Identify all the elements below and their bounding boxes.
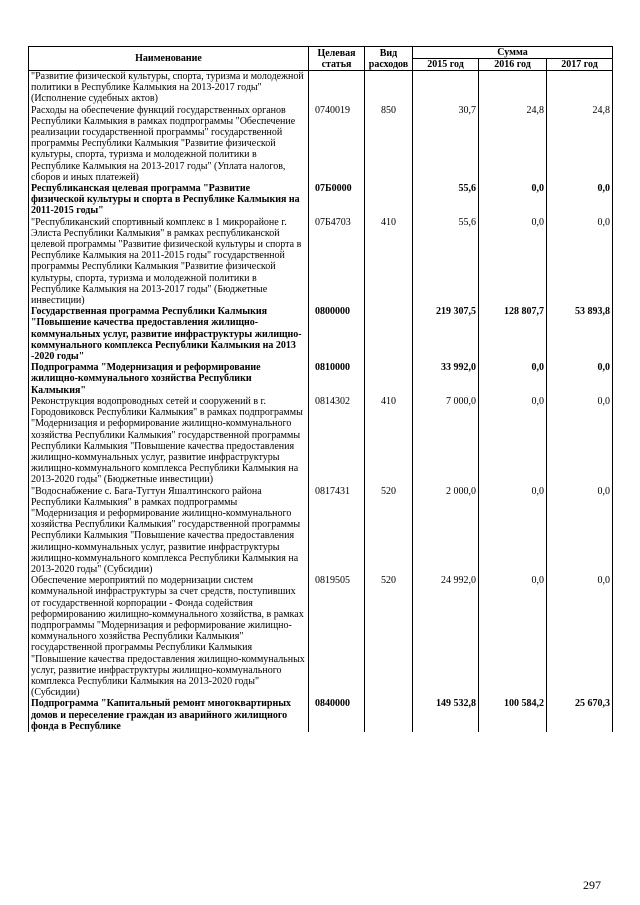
header-target-article: Целевая статья [309, 47, 365, 71]
row-sum-2015: 55,6 [413, 183, 479, 217]
table-row [29, 183, 613, 217]
table-row [29, 698, 613, 732]
header-expense-type: Вид расходов [365, 47, 413, 71]
header-sum: Сумма [413, 47, 613, 59]
header-name: Наименование [29, 47, 309, 71]
row-sum-2016: 0,0 [479, 183, 547, 217]
row-target-article: 0817431 [309, 486, 365, 576]
row-expense-type [365, 71, 413, 105]
row-sum-2016 [479, 71, 547, 105]
row-name: Обеспечение мероприятий по модернизации систем коммунальной инфраструктуры за счет средств, поступивших от государственной корпорации - Фонда содействия реформированию жилищно-коммунального хозяйства, в рамках подпрограммы "Модернизация и реформирование жилищно-коммунального хозяйства Республики Калмыкия" государственной программы Республики Калмыкия "Повышение качества предоставления жилищно-коммунальных услуг, развитие инфраструктуры жилищно-коммунального комплекса Республики Калмыкия на 2013-2020 годы" (Субсидии) [29, 575, 309, 698]
row-expense-type: 520 [365, 486, 413, 576]
row-expense-type: 410 [365, 396, 413, 486]
table-row [29, 105, 613, 183]
table-row [29, 575, 613, 698]
budget-table-container [28, 46, 612, 732]
row-name: Подпрограмма "Модернизация и реформирование жилищно-коммунального хозяйства Республики Калмыкия" [29, 362, 309, 396]
row-sum-2016: 100 584,2 [479, 698, 547, 732]
table-row [29, 306, 613, 362]
row-sum-2016: 0,0 [479, 362, 547, 396]
row-sum-2017: 25 670,3 [547, 698, 613, 732]
table-row [29, 217, 613, 307]
row-sum-2017 [547, 71, 613, 105]
row-sum-2016: 0,0 [479, 575, 547, 698]
row-sum-2017: 0,0 [547, 396, 613, 486]
table-row [29, 486, 613, 576]
row-name: "Развитие физической культуры, спорта, туризма и молодежной политики в Республике Калмыкия на 2013-2017 годы" (Исполнение судебных актов) [29, 71, 309, 105]
row-sum-2017: 0,0 [547, 575, 613, 698]
row-sum-2016: 0,0 [479, 217, 547, 307]
row-target-article: 0840000 [309, 698, 365, 732]
row-sum-2016: 0,0 [479, 486, 547, 576]
table-row [29, 396, 613, 486]
row-sum-2015: 24 992,0 [413, 575, 479, 698]
table-body [29, 71, 613, 732]
row-expense-type [365, 183, 413, 217]
row-sum-2015: 7 000,0 [413, 396, 479, 486]
row-name: Государственная программа Республики Калмыкия "Повышение качества предоставления жилищно-коммунальных услуг, развитие инфраструктуры жилищно-коммунального комплекса Республики Калмыкия на 2013 -2020 годы" [29, 306, 309, 362]
row-expense-type [365, 306, 413, 362]
header-year-2016: 2016 год [479, 59, 547, 71]
row-sum-2015: 55,6 [413, 217, 479, 307]
page-number: 297 [583, 878, 601, 892]
row-sum-2016: 24,8 [479, 105, 547, 183]
row-sum-2015: 30,7 [413, 105, 479, 183]
row-name: Расходы на обеспечение функций государственных органов Республики Калмыкия в рамках подпрограммы "Обеспечение реализации государственной программы" государственной программы Республики Калмыкия "Развитие физической культуры, спорта, туризма и молодежной политики в Республике Калмыкия на 2013-2017 годы" (Уплата налогов, сборов и иных платежей) [29, 105, 309, 183]
row-name: Реконструкция водопроводных сетей и сооружений в г. Городовиковск Республики Калмыкия" в рамках подпрограммы "Модернизация и реформирование жилищно-коммунального хозяйства Республики Калмыкия" государственной программы Республики Калмыкия "Повышение качества предоставления жилищно-коммунальных услуг, развитие инфраструктуры жилищно-коммунального комплекса Республики Калмыкия на 2013-2020 годы" (Бюджетные инвестиции) [29, 396, 309, 486]
row-target-article: 07Б4703 [309, 217, 365, 307]
row-sum-2016: 0,0 [479, 396, 547, 486]
table-header [29, 47, 613, 71]
header-year-2015: 2015 год [413, 59, 479, 71]
row-expense-type [365, 362, 413, 396]
row-sum-2015: 33 992,0 [413, 362, 479, 396]
row-sum-2015 [413, 71, 479, 105]
row-sum-2017: 53 893,8 [547, 306, 613, 362]
row-expense-type: 410 [365, 217, 413, 307]
row-sum-2017: 24,8 [547, 105, 613, 183]
row-target-article: 0800000 [309, 306, 365, 362]
row-name: Подпрограмма "Капитальный ремонт многоквартирных домов и переселение граждан из аварийного жилищного фонда в Республике [29, 698, 309, 732]
row-expense-type [365, 698, 413, 732]
row-target-article: 0814302 [309, 396, 365, 486]
row-sum-2015: 219 307,5 [413, 306, 479, 362]
row-sum-2016: 128 807,7 [479, 306, 547, 362]
row-target-article [309, 71, 365, 105]
row-name: "Водоснабжение с. Бага-Тугтун Яшалтинского района Республики Калмыкия" в рамках подпрограммы "Модернизация и реформирование жилищно-коммунального хозяйства Республики Калмыкия" государственной программы Республики Калмыкия "Повышение качества предоставления жилищно-коммунальных услуг, развитие инфраструктуры жилищно-коммунального комплекса Республики Калмыкия на 2013-2020 годы" (Субсидии) [29, 486, 309, 576]
row-name: "Республиканский спортивный комплекс в 1 микрорайоне г. Элиста Республики Калмыкия" в рамках республиканской целевой программы "Развитие физической культуры и спорта в Республике Калмыкия на 2011-2015 годы" государственной программы Республики Калмыкия "Развитие физической культуры, спорта, туризма и молодежной политики в Республике Калмыкия на 2013-2017 годы" (Бюджетные инвестиции) [29, 217, 309, 307]
row-target-article: 0740019 [309, 105, 365, 183]
row-sum-2017: 0,0 [547, 217, 613, 307]
budget-table [28, 46, 613, 732]
row-sum-2017: 0,0 [547, 486, 613, 576]
row-sum-2017: 0,0 [547, 183, 613, 217]
header-year-2017: 2017 год [547, 59, 613, 71]
row-name: Республиканская целевая программа "Развитие физической культуры и спорта в Республике Калмыкия на 2011-2015 годы" [29, 183, 309, 217]
table-row [29, 362, 613, 396]
row-target-article: 0819505 [309, 575, 365, 698]
row-sum-2015: 149 532,8 [413, 698, 479, 732]
row-target-article: 07Б0000 [309, 183, 365, 217]
row-sum-2015: 2 000,0 [413, 486, 479, 576]
row-target-article: 0810000 [309, 362, 365, 396]
table-row [29, 71, 613, 105]
row-sum-2017: 0,0 [547, 362, 613, 396]
row-expense-type: 520 [365, 575, 413, 698]
row-expense-type: 850 [365, 105, 413, 183]
